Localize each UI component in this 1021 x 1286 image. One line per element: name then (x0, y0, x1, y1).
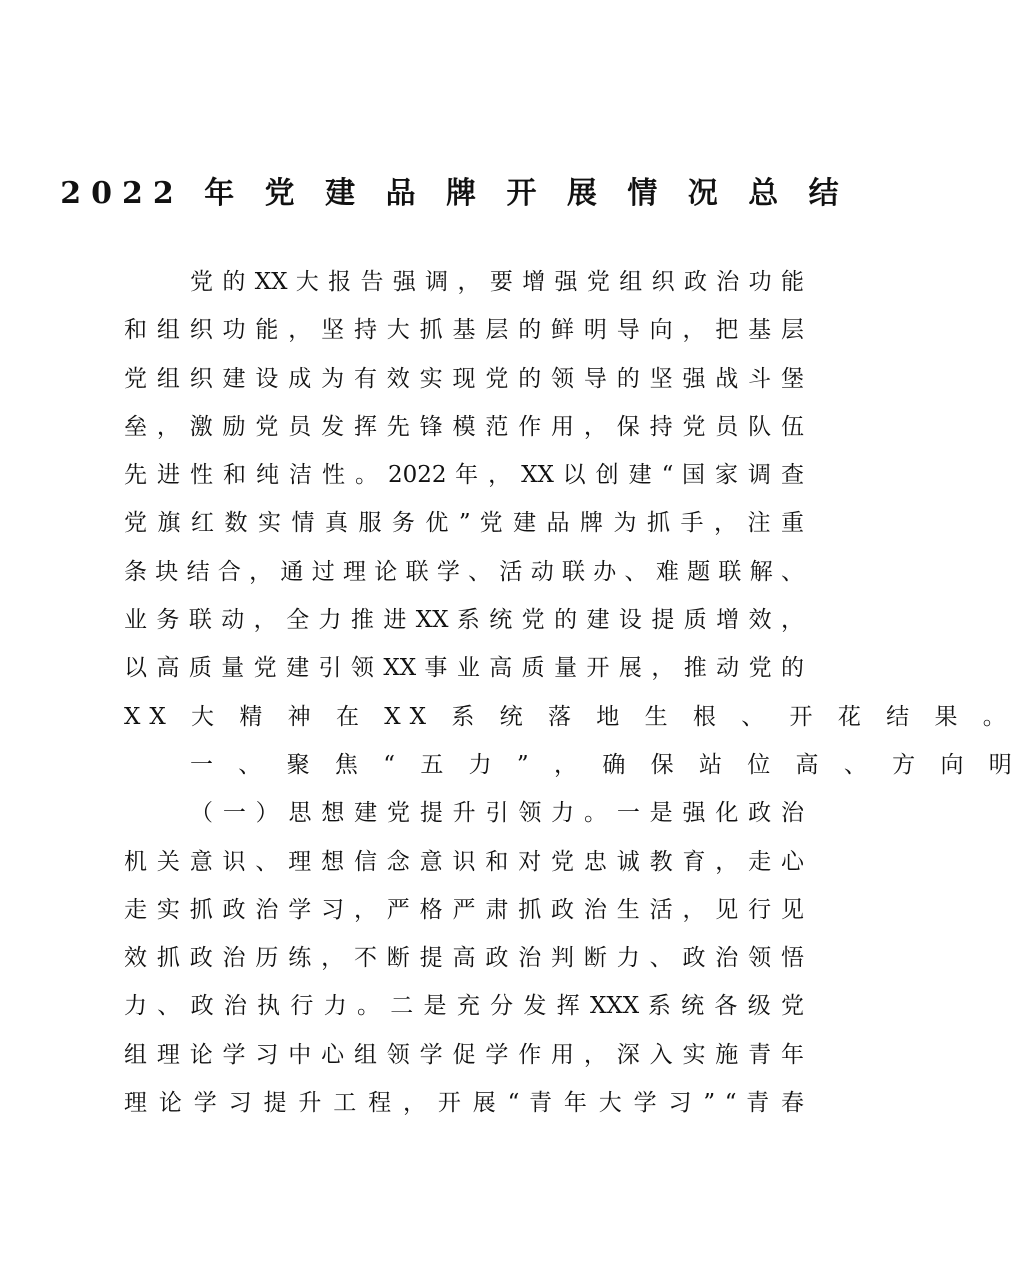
paragraph-line: 以 高 质 量 党 建 引 领 XX 事 业 高 质 量 开 展 ， 推 动 党 的 (124, 655, 804, 682)
document-body (124, 258, 1021, 1127)
paragraph-line: 和 组 织 功 能 ， 坚 持 大 抓 基 层 的 鲜 明 导 向 ， 把 基 层 (124, 317, 804, 344)
paragraph-line: 垒 ， 激 励 党 员 发 挥 先 锋 模 范 作 用 ， 保 持 党 员 队 伍 (124, 413, 804, 440)
paragraph-line: 理 论 学 习 提 升 工 程 ， 开 展 “ 青 年 大 学 习 ” “ 青 春 (124, 1090, 804, 1117)
paragraph-line: 党 组 织 建 设 成 为 有 效 实 现 党 的 领 导 的 坚 强 战 斗 堡 (124, 365, 804, 392)
section-heading: 一 、 聚 焦 “ 五 力 ” ， 确 保 站 位 高 、 方 向 明 (190, 751, 1021, 778)
paragraph-line: 党 旗 红 数 实 情 真 服 务 优 ” 党 建 品 牌 为 抓 手 ， 注 重 (124, 510, 804, 537)
paragraph-line: 走 实 抓 政 治 学 习 ， 严 格 严 肃 抓 政 治 生 活 ， 见 行 见 (124, 896, 804, 923)
paragraph-line: 党 的 XX 大 报 告 强 调 ， 要 增 强 党 组 织 政 治 功 能 (190, 269, 804, 295)
paragraph-line: 效 抓 政 治 历 练 ， 不 断 提 高 政 治 判 断 力 、 政 治 领 悟 (124, 945, 804, 972)
paragraph-line: 先 进 性 和 纯 洁 性 。 2022 年 ， XX 以 创 建 “ 国 家 调 查 (124, 462, 804, 489)
paragraph-line: 组 理 论 学 习 中 心 组 领 学 促 学 作 用 ， 深 入 实 施 青 年 (124, 1041, 804, 1068)
paragraph-line: 力 、 政 治 执 行 力 。 二 是 充 分 发 挥 XXX 系 统 各 级 党 (124, 993, 804, 1020)
document-title: 2022 年 党 建 品 牌 开 展 情 况 总 结 (60, 176, 849, 211)
paragraph-line: 业 务 联 动 ， 全 力 推 进 XX 系 统 党 的 建 设 提 质 增 效 ， (124, 607, 804, 634)
paragraph-line: 条 块 结 合 ， 通 过 理 论 联 学 、 活 动 联 办 、 难 题 联 解 、 (124, 558, 804, 585)
paragraph-line: 机 关 意 识 、 理 想 信 念 意 识 和 对 党 忠 诚 教 育 ， 走 心 (124, 848, 804, 875)
paragraph-line: XX 大 精 神 在 XX 系 统 落 地 生 根 、 开 花 结 果 。 (124, 703, 1015, 730)
subsection-heading-line: （ 一 ） 思 想 建 党 提 升 引 领 力 。 一 是 强 化 政 治 (190, 800, 804, 827)
